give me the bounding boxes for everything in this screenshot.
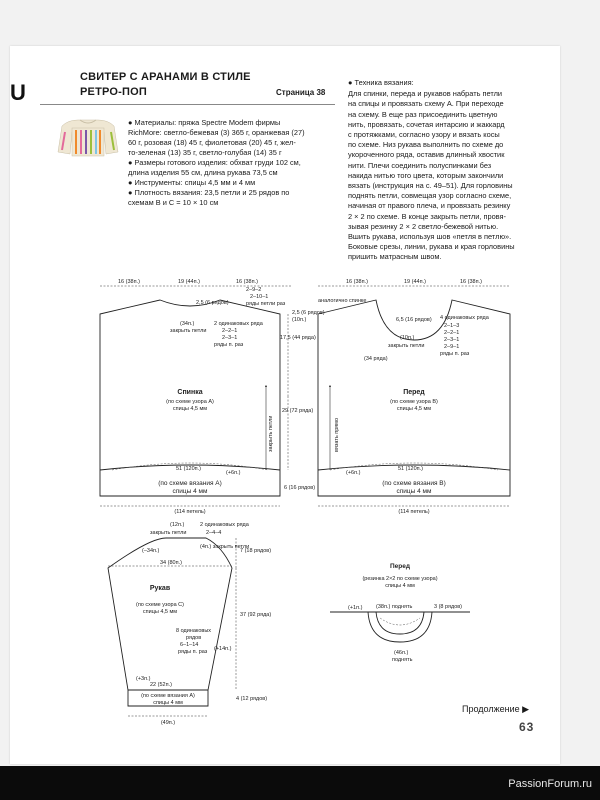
materials-line: 60 г, розовая (18) 45 г, фиолетовая (20) 45 г, жел-	[128, 138, 296, 147]
site-footer-bar	[0, 766, 600, 800]
neckband-outer	[368, 612, 432, 642]
back-side-label: закрыть петли	[268, 415, 274, 452]
front-neck-seq4: 2–9–1	[444, 344, 460, 350]
front-rib-needles: спицы 4 мм	[396, 488, 432, 495]
back-neck-close: (34п.)	[180, 321, 195, 327]
back-rib-needles: спицы 4 мм	[172, 488, 208, 495]
front-cast-on: (114 петель)	[398, 509, 430, 515]
neckband-subtitle: (резинка 2×2 по схеме узора)	[362, 576, 438, 582]
materials-line: ● Плотность вязания: 23,5 петли и 25 рядов по	[128, 188, 290, 197]
section-badge: U	[10, 80, 26, 105]
continue-link[interactable]: Продолжение ▶	[462, 704, 530, 714]
back-neck-drop: 2,5 (6 рядов)	[196, 300, 229, 306]
back-increase: (+6п.)	[226, 470, 241, 476]
technique-line: пришить матрасным швом.	[348, 252, 442, 262]
back-width-bottom: 51 (120п.)	[176, 466, 201, 472]
neckband-guide	[380, 618, 420, 625]
back-body-height: 29 (72 ряда)	[282, 408, 314, 414]
back-rib-height: 6 (16 рядов)	[284, 485, 316, 491]
materials-line: ● Материалы: пряжа Spectre Modem фирмы	[128, 118, 281, 127]
front-neck-seq1: 2–1–3	[444, 323, 460, 329]
front-dim-top-right: 16 (38п.)	[460, 279, 482, 285]
front-dim-top-left: 16 (38п.)	[346, 279, 368, 285]
technique-line: 2 × 2 по схеме. В конце закрыть петли, провя-	[348, 211, 506, 221]
back-neck-seq-label: ряды петли раз	[246, 301, 286, 307]
back-shoulder-short: (10п.)	[292, 317, 307, 323]
sleeve-inc-label1: 8 одинаковых	[176, 628, 212, 634]
technique-line: вязать (инструкция на с. 49–51). Для горловины	[348, 181, 513, 191]
sleeve-rib-label: (по схеме вязания А)	[141, 693, 195, 699]
materials-line: ● Размеры готового изделия: обхват груди 102 см,	[128, 158, 301, 167]
technique-line: Вшить рукава, используя шов «петля в петлю».	[348, 232, 512, 242]
neckband-plus: (+1п.)	[348, 605, 363, 611]
back-shoulder-right: 2,5 (6 рядов)	[292, 310, 325, 316]
front-side-rows: (34 ряда)	[364, 356, 388, 362]
technique-line: поднять петли, совмещая узор согласно схеме,	[348, 191, 512, 201]
sleeve-cast-on: (49п.)	[160, 720, 176, 726]
sleeve-top-seq: 2–4–4	[206, 530, 222, 536]
technique-heading: ● Техника вязания:	[348, 78, 414, 87]
sleeve-inc-label2: рядов	[186, 635, 202, 641]
sleeve-pattern: (по схеме узора С)	[136, 602, 184, 608]
front-pattern: (по схеме узора В)	[390, 399, 438, 405]
neckband-inner	[376, 612, 424, 634]
front-neck-seq3: 2–3–1	[444, 337, 460, 343]
technique-line: Боковые срезы, линии, рукава и края горловины	[348, 242, 515, 252]
sleeve-top-close-label: закрыть петли	[150, 530, 187, 536]
neckband-schematic	[330, 563, 470, 663]
sleeve-width: 34 (80п.)	[160, 560, 182, 566]
front-neck-rows-label: 4 одинаковых ряда	[440, 315, 489, 321]
neckband-pick-bottom: (46п.)	[394, 650, 409, 656]
sleeve-dec-right: (4п.) закрыть петли	[200, 544, 250, 550]
front-neck-close: (10п.)	[400, 335, 415, 341]
sleeve-inc-seq: 6–1–14	[180, 642, 199, 648]
site-watermark[interactable]: PassionForum.ru	[508, 778, 592, 790]
title-line-1: СВИТЕР С АРАНАМИ В СТИЛЕ	[80, 71, 251, 83]
technique-line: накида нитью того цвета, которым закончили	[348, 170, 504, 180]
front-side-label: вязать прямо	[334, 417, 340, 452]
front-rib-label: (по схеме вязания В)	[382, 480, 446, 487]
sleeve-inc-small: (+3п.)	[136, 676, 151, 682]
neckband-pick-top: (38п.) поднять	[376, 604, 413, 610]
back-neck-seq2: 2–10–1	[250, 294, 269, 300]
neckband-pick-bottom-label: поднять	[392, 657, 413, 663]
neckband-needles: спицы 4 мм	[385, 583, 415, 589]
technique-line: зывая резинку 2 × 2 светло-бежевой нитью.	[348, 221, 499, 231]
front-dim-top-mid: 19 (44п.)	[404, 279, 426, 285]
sleeve-inc-seq-label: ряды п. раз	[178, 649, 208, 655]
technique-line: нити. Плечи соединить полуспинками без	[348, 160, 492, 170]
front-neck-seq-label: ряды п. раз	[440, 351, 470, 357]
sleeve-cuff-width: 22 (52п.)	[150, 682, 172, 688]
sleeve-top-rows-label: 2 одинаковых ряда	[200, 522, 249, 528]
materials-line: схемам В и С = 10 × 10 см	[128, 198, 219, 207]
front-analog: аналогично спинке	[318, 298, 367, 304]
technique-line: Для спинки, переда и рукавов набрать петли	[348, 89, 503, 99]
neckband-rows: 3 (8 рядов)	[434, 604, 463, 610]
back-neck-close-label: закрыть петли	[170, 328, 207, 334]
back-neck-seq1: 2–9–2	[246, 287, 262, 293]
sleeve-length: 37 (92 ряда)	[240, 612, 272, 618]
back-armhole-height: 17,5 (44 ряда)	[280, 335, 316, 341]
sleeve-cap-height: 7 (18 рядов)	[240, 548, 272, 554]
page-reference: Страница 38	[276, 88, 326, 97]
back-pattern: (по схеме узора А)	[166, 399, 214, 405]
technique-line: на схему. В еще раз присоединить цветную	[348, 109, 498, 119]
sleeve-name: Рукав	[149, 585, 171, 592]
materials-line: длина изделия 55 см, длина рукава 73,5 см	[128, 168, 278, 177]
technique-line: с протяжками, согласно узору и вязать косы	[348, 130, 500, 140]
technique-line: укороченного ряда, оставив длинный хвостик	[348, 150, 505, 160]
back-dim-top-mid: 19 (44п.)	[178, 279, 200, 285]
front-neck-drop: 6,5 (16 рядов)	[396, 317, 432, 323]
back-rib-label: (по схеме вязания А)	[158, 480, 222, 487]
page-number: 63	[519, 720, 535, 734]
sleeve-rib-needles: спицы 4 мм	[153, 700, 183, 706]
materials-line: то-зеленая (13) 35 г, светло-голубая (14) 35 г	[128, 148, 282, 157]
technique-line: нить, провязать, сочетая интарсию и жаккард	[348, 119, 505, 129]
back-name: Спинка	[177, 389, 203, 396]
sleeve-needles: спицы 4,5 мм	[142, 609, 178, 615]
front-name: Перед	[403, 389, 425, 396]
technique-line: начиная от правого плеча, и провязать резинку	[348, 201, 511, 211]
back-needles: спицы 4,5 мм	[172, 406, 208, 412]
back-dim-top-right: 16 (38п.)	[236, 279, 258, 285]
sleeve-dec-left: (–34п.)	[142, 548, 160, 554]
back-armhole-seq1: 2–2–1	[222, 328, 238, 334]
back-armhole-seq2: 2–3–1	[222, 335, 238, 341]
front-increase: (+6п.)	[346, 470, 361, 476]
materials-line: RichMore: светло-бежевая (3) 365 г, оранжевая (27)	[128, 128, 305, 137]
front-needles: спицы 4,5 мм	[396, 406, 432, 412]
neckband-title: Перед	[390, 563, 410, 570]
title-line-2: РЕТРО-ПОП	[80, 86, 147, 98]
front-neck-seq2: 2–2–1	[444, 330, 460, 336]
back-dim-top-left: 16 (38п.)	[118, 279, 140, 285]
materials-line: ● Инструменты: спицы 4,5 мм и 4 мм	[128, 178, 256, 187]
back-armhole-label: 2 одинаковых ряда	[214, 321, 263, 327]
sleeve-inc-right: (+14п.)	[214, 646, 232, 652]
front-schematic	[318, 279, 510, 515]
technique-line: по схеме. Низ рукава выполнить по схеме до	[348, 140, 504, 150]
technique-line: на спицы и провязать схему А. При переходе	[348, 99, 504, 109]
back-armhole-seq-label: ряды п. раз	[214, 342, 244, 348]
sleeve-schematic	[108, 522, 271, 726]
back-schematic	[100, 279, 325, 515]
front-neck-close-label: закрыть петли	[388, 343, 425, 349]
sleeve-top-close: (12п.)	[170, 522, 185, 528]
back-cast-on: (114 петель)	[174, 509, 206, 515]
sleeve-cuff-height: 4 (12 рядов)	[236, 696, 268, 702]
front-width-bottom: 51 (120п.)	[398, 466, 423, 472]
